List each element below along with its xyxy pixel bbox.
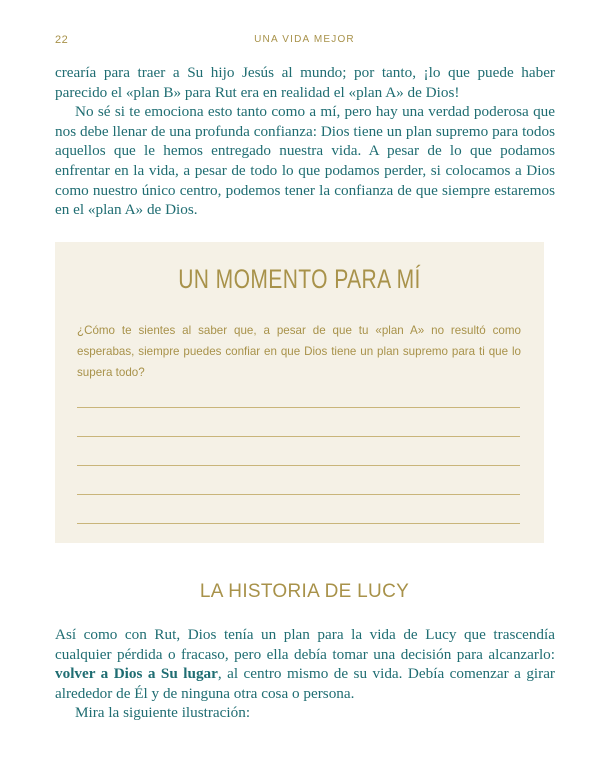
page-number: 22 [55, 34, 69, 46]
section-paragraph: Mira la siguiente ilustración: [75, 704, 251, 722]
running-title: UNA VIDA MEJOR [254, 34, 355, 45]
section-text [55, 625, 555, 723]
writing-line[interactable] [77, 523, 520, 524]
section-paragraph [55, 625, 555, 703]
section-text-run: Así como con Rut, Dios tenía un plan para la vida de Lucy que trascendía cualquier pérdida o fracaso, pero ella debía tomar una decisión para alcanzarlo: [55, 626, 555, 663]
intro-paragraph: crearía para traer a Su hijo Jesús al mundo; por tanto, ¡lo que puede haber parecido el «plan B» para Rut era en realidad el «plan A» de Dios! [55, 64, 555, 101]
intro-paragraph: No sé si te emociona esto tanto como a mí, pero hay una verdad poderosa que nos debe llenar de una profunda confianza: Dios tiene un plan supremo para todos aquellos que le hemos entregado nuestra vida. A pesar de lo que podamos enfrentar en la vida, a pesar de todo lo que podamos perder, si colocamos a Dios como nuestro único centro, podemos tener la confianza de que siempre estaremos en el «plan A» de Dios. [55, 103, 555, 219]
section-text-run: , al centro mismo de su vida. Debía comenzar a girar alrededor de Él y de ninguna otra cosa o persona. [55, 665, 555, 702]
emphasis-text: volver a Dios a Su lugar [55, 665, 218, 683]
writing-line[interactable] [77, 465, 520, 466]
page-header [0, 34, 609, 50]
reflection-question: ¿Cómo te sientes al saber que, a pesar de que tu «plan A» no resultó como esperabas, siempre puedes confiar en que Dios tiene un plan supremo para ti que lo supera todo? [77, 324, 521, 379]
writing-line[interactable] [77, 436, 520, 437]
writing-line[interactable] [77, 407, 520, 408]
reflection-title: UN MOMENTO PARA MÍ [178, 264, 421, 294]
writing-line[interactable] [77, 494, 520, 495]
section-heading: LA HISTORIA DE LUCY [199, 581, 410, 602]
reflection-box [55, 242, 544, 543]
intro-text [55, 63, 555, 220]
